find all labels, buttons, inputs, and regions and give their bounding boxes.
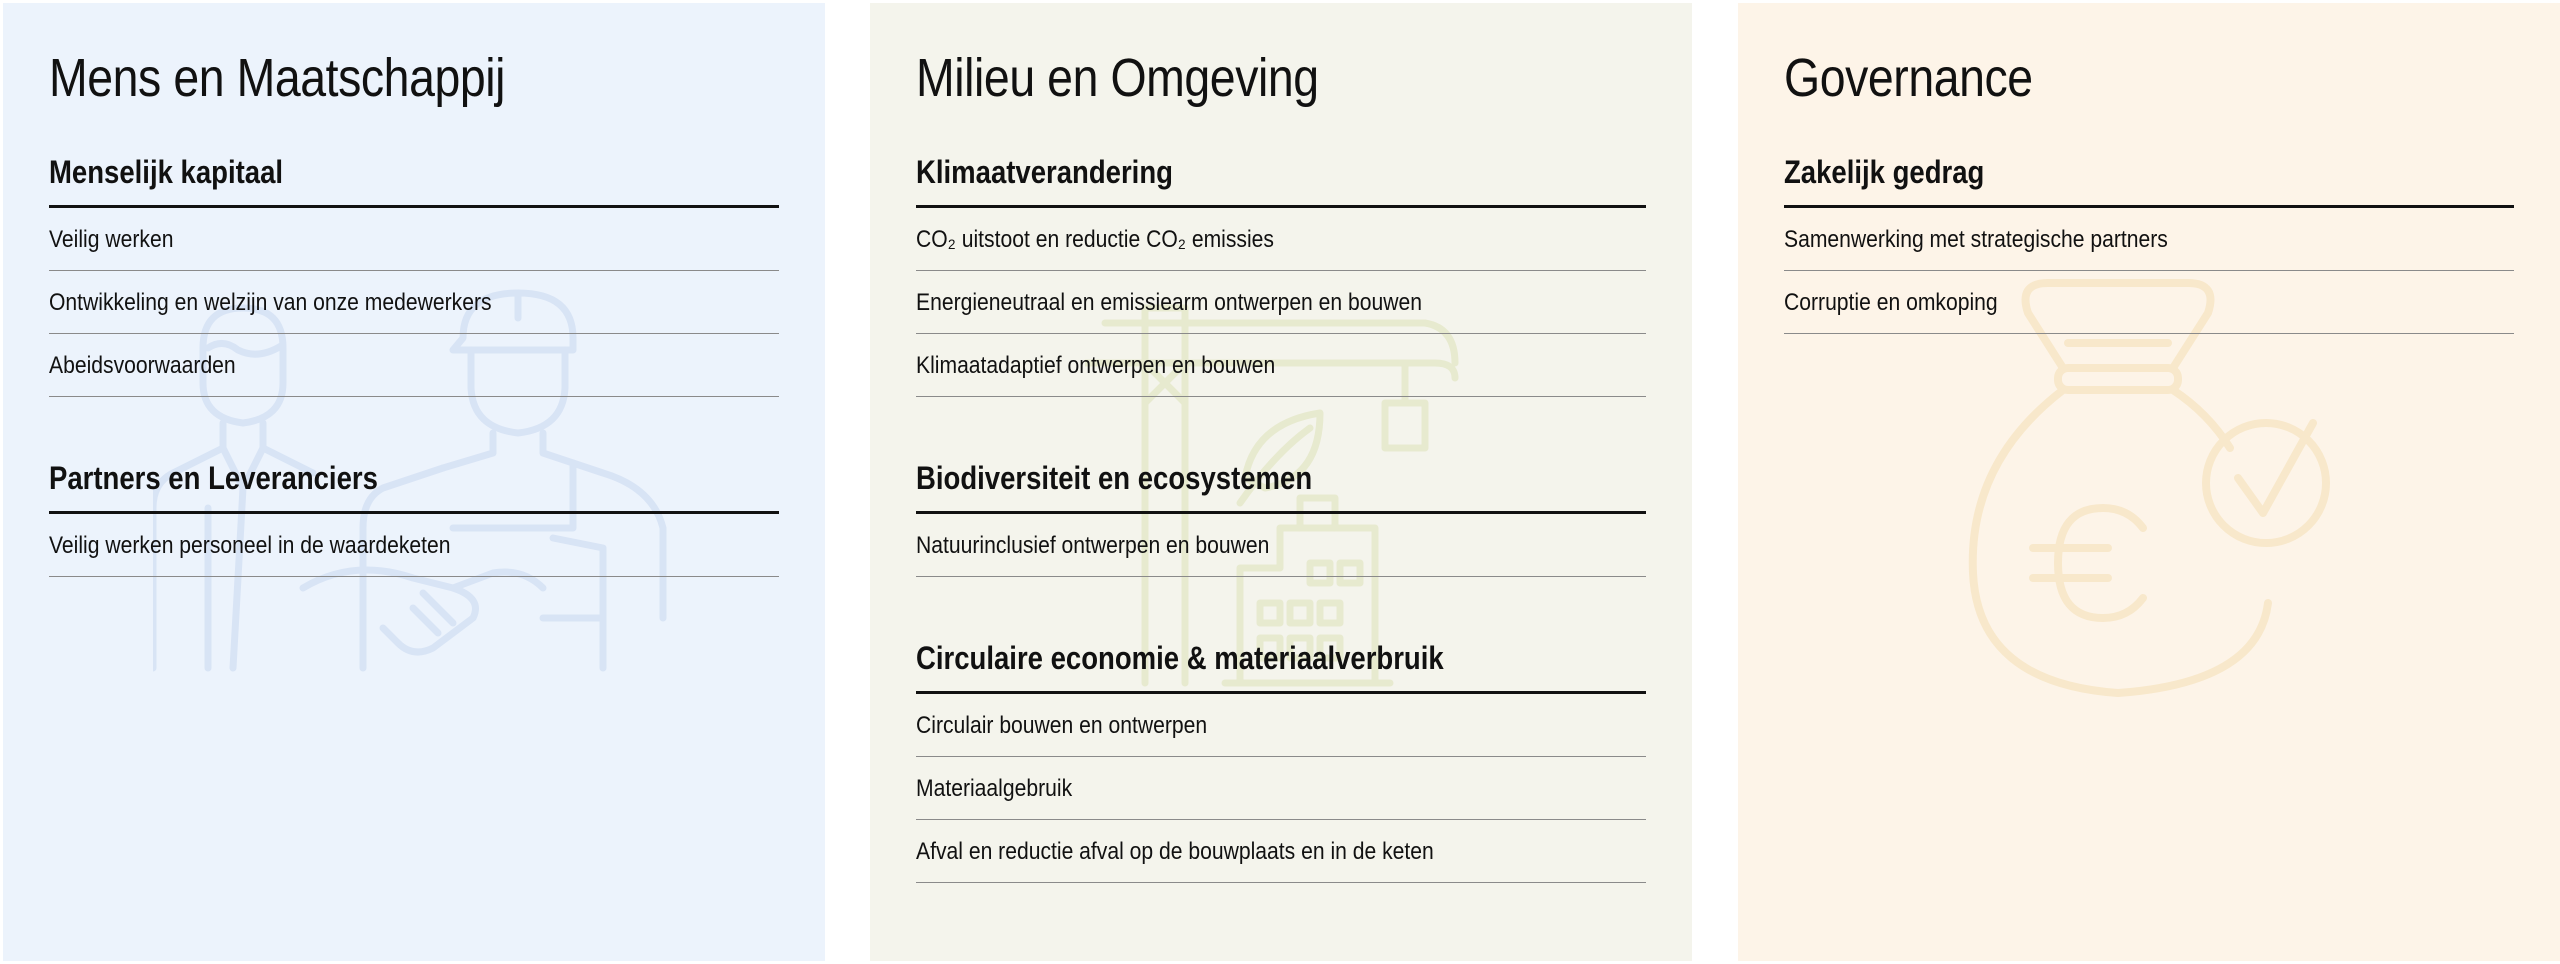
- list-item[interactable]: Samenwerking met strategische partners: [1784, 208, 2514, 271]
- list-item[interactable]: Natuurinclusief ontwerpen en bouwen: [916, 514, 1646, 577]
- list-item[interactable]: Corruptie en omkoping: [1784, 271, 2514, 334]
- list-item[interactable]: Materiaalgebruik: [916, 757, 1646, 820]
- list-item[interactable]: Klimaatadaptief ontwerpen en bouwen: [916, 334, 1646, 397]
- panel-title: Governance: [1784, 48, 2033, 108]
- list-item[interactable]: Circulair bouwen en ontwerpen: [916, 694, 1646, 757]
- section-zakelijk-gedrag: [1784, 153, 2514, 334]
- section-heading: Menselijk kapitaal: [49, 153, 779, 208]
- panel-title: Milieu en Omgeving: [916, 48, 1319, 108]
- panel-title: Mens en Maatschappij: [49, 48, 506, 108]
- section-circulaire-economie: [916, 639, 1646, 883]
- list-item[interactable]: CO₂ uitstoot en reductie CO₂ emissies: [916, 208, 1646, 271]
- section-biodiversiteit: [916, 459, 1646, 577]
- section-heading: Circulaire economie & materiaalverbruik: [916, 639, 1646, 694]
- list-item[interactable]: Veilig werken personeel in de waardeketen: [49, 514, 779, 577]
- section-heading: Biodiversiteit en ecosystemen: [916, 459, 1646, 514]
- section-heading: Zakelijk gedrag: [1784, 153, 2514, 208]
- list-item[interactable]: Abeidsvoorwaarden: [49, 334, 779, 397]
- section-heading: Klimaatverandering: [916, 153, 1646, 208]
- list-item[interactable]: Afval en reductie afval op de bouwplaats en in de keten: [916, 820, 1646, 883]
- money-bag-check-icon: [1968, 273, 2348, 703]
- panel-governance: [1738, 3, 2560, 961]
- section-partners-en-leveranciers: [49, 459, 779, 577]
- section-klimaatverandering: [916, 153, 1646, 397]
- panel-mens-en-maatschappij: [3, 3, 825, 961]
- list-item[interactable]: Ontwikkeling en welzijn van onze medewerkers: [49, 271, 779, 334]
- section-menselijk-kapitaal: [49, 153, 779, 397]
- section-heading: Partners en Leveranciers: [49, 459, 779, 514]
- list-item[interactable]: Energieneutraal en emissiearm ontwerpen en bouwen: [916, 271, 1646, 334]
- list-item[interactable]: Veilig werken: [49, 208, 779, 271]
- panel-milieu-en-omgeving: [870, 3, 1692, 961]
